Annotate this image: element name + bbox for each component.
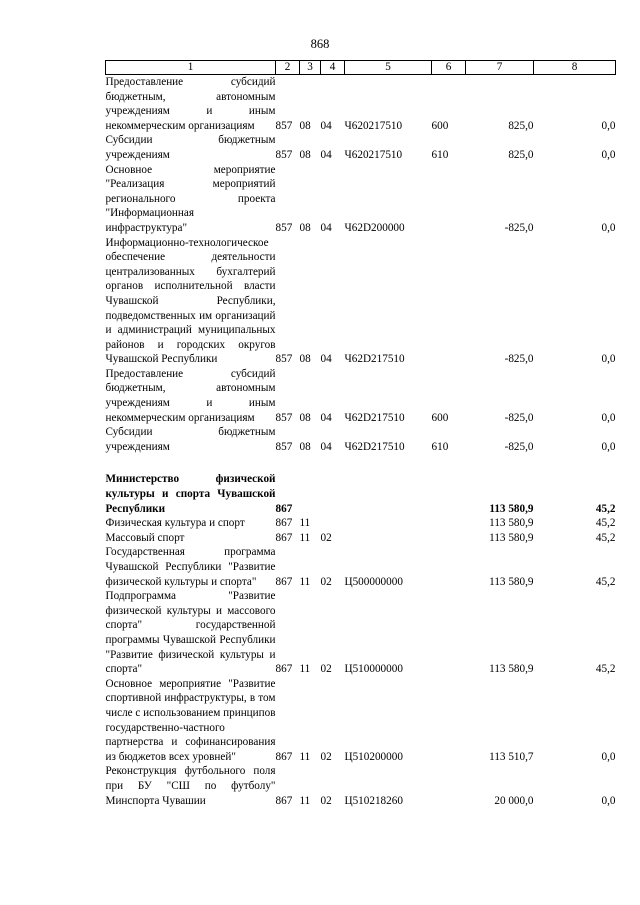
amount-cell: 113 510,7 [489, 750, 534, 763]
table-header [106, 61, 616, 75]
ministry-code-cell: 867 [275, 794, 293, 807]
ministry-code-cell: 857 [275, 353, 293, 366]
row-name-cell: Массовый спорт [105, 531, 185, 544]
expense-type-cell: 610 [431, 440, 449, 453]
table-row [106, 236, 616, 367]
column-header-5: 5 [345, 61, 432, 75]
section-cell: 11 [299, 794, 311, 807]
section-cell: 11 [299, 750, 311, 763]
subsection-cell: 04 [320, 440, 332, 453]
ministry-code-cell: 857 [275, 119, 293, 132]
row-name-cell: Министерство физической культуры и спорта Чувашской Республики [105, 473, 276, 515]
ministry-code-cell: 857 [275, 221, 293, 234]
target-article-cell: Ч62D200000 [344, 221, 405, 234]
column-header-3: 3 [300, 61, 321, 75]
amount-cell: 113 580,9 [489, 663, 534, 676]
expense-type-cell: 610 [431, 148, 449, 161]
row-name-cell: Реконструкция футбольного поля при БУ "СШ по футболу" Минспорта Чувашии [105, 765, 276, 807]
percent-cell: 0,0 [601, 148, 616, 161]
amount-cell: -825,0 [504, 440, 534, 453]
table-row [106, 516, 616, 531]
table-row [106, 472, 616, 516]
column-header-7: 7 [466, 61, 534, 75]
row-name-cell: Основное мероприятие "Реализация мероприятий регионального проекта "Информационная инфраструктура" [105, 163, 276, 234]
amount-cell: 113 580,9 [489, 517, 534, 530]
section-cell: 08 [299, 148, 311, 161]
row-name-cell: Субсидии бюджетным учреждениям [105, 426, 276, 453]
spacer-row [106, 454, 616, 472]
page-number: 868 [310, 37, 330, 51]
ministry-code-cell: 867 [275, 502, 293, 515]
column-header-6: 6 [432, 61, 466, 75]
table-body [106, 75, 616, 809]
amount-cell: 825,0 [508, 119, 534, 132]
table-row [106, 545, 616, 589]
ministry-code-cell: 857 [275, 148, 293, 161]
table-row [106, 531, 616, 546]
percent-cell: 0,0 [601, 411, 616, 424]
table-row [106, 764, 616, 808]
ministry-code-cell: 867 [275, 517, 293, 530]
ministry-code-cell: 857 [275, 411, 293, 424]
table-row [106, 367, 616, 425]
amount-cell: -825,0 [504, 221, 534, 234]
subsection-cell: 02 [320, 750, 332, 763]
expense-type-cell [432, 545, 466, 589]
row-name-cell: Основное мероприятие "Развитие спортивной инфраструктуры, в том числе с использованием принципов государственно-частного партнерства и софинансирования из бюджетов всех уровней" [105, 677, 276, 763]
target-article-cell: Ц500000000 [344, 575, 403, 588]
percent-cell: 45,2 [595, 663, 616, 676]
percent-cell: 45,2 [595, 531, 616, 544]
amount-cell: 20 000,0 [494, 794, 534, 807]
expense-type-cell [432, 677, 466, 765]
ministry-code-cell: 857 [275, 440, 293, 453]
table-row [106, 425, 616, 454]
amount-cell: 113 580,9 [489, 531, 534, 544]
ministry-code-cell: 867 [275, 663, 293, 676]
expense-type-cell [432, 531, 466, 546]
percent-cell: 45,2 [595, 575, 616, 588]
percent-cell: 45,2 [595, 502, 616, 515]
expense-type-cell: 600 [431, 411, 449, 424]
target-article-cell [345, 531, 432, 546]
ministry-code-cell: 867 [275, 575, 293, 588]
row-name-cell: Физическая культура и спорт [105, 517, 245, 530]
section-cell: 08 [299, 353, 311, 366]
target-article-cell: Ц510218260 [344, 794, 403, 807]
percent-cell: 0,0 [601, 794, 616, 807]
ministry-code-cell: 867 [275, 750, 293, 763]
table-row [106, 677, 616, 765]
amount-cell: -825,0 [504, 411, 534, 424]
amount-cell: 825,0 [508, 148, 534, 161]
section-cell: 08 [299, 440, 311, 453]
percent-cell: 0,0 [601, 440, 616, 453]
section-cell: 08 [299, 221, 311, 234]
subsection-cell: 02 [320, 531, 332, 544]
section-cell [300, 472, 321, 516]
row-name-cell: Информационно-технологическое обеспечение деятельности централизованных бухгалтерий органов исполнительной власти Чувашской Республики, подведомственных им организаций и администраций муниципальных районов и городских округов Чувашской Республики [105, 236, 276, 366]
target-article-cell: Ц510200000 [344, 750, 403, 763]
target-article-cell: Ц510000000 [344, 663, 403, 676]
table-row [106, 589, 616, 677]
amount-cell: 113 580,9 [489, 502, 534, 515]
subsection-cell: 02 [320, 575, 332, 588]
target-article-cell: Ч62D217510 [344, 411, 405, 424]
expense-type-cell [432, 516, 466, 531]
column-header-1: 1 [106, 61, 276, 75]
target-article-cell: Ч62D217510 [344, 353, 405, 366]
section-cell: 11 [299, 575, 311, 588]
column-header-8: 8 [534, 61, 616, 75]
table-row [106, 75, 616, 134]
percent-cell: 0,0 [601, 353, 616, 366]
expense-type-cell [432, 764, 466, 808]
expense-type-cell: 600 [431, 119, 449, 132]
budget-table [105, 60, 616, 808]
target-article-cell [345, 472, 432, 516]
ministry-code-cell: 867 [275, 531, 293, 544]
column-header-2: 2 [276, 61, 300, 75]
row-name-cell: Предоставление субсидий бюджетным, автономным учреждениям и иным некоммерческим организациям [105, 76, 276, 132]
expense-type-cell [432, 472, 466, 516]
subsection-cell: 04 [320, 411, 332, 424]
expense-type-cell [432, 163, 466, 236]
row-name-cell: Государственная программа Чувашской Республики "Развитие физической культуры и спорта" [105, 546, 276, 588]
percent-cell: 45,2 [595, 517, 616, 530]
subsection-cell: 02 [320, 794, 332, 807]
target-article-cell [345, 516, 432, 531]
spacer-cell [106, 454, 616, 472]
section-cell: 11 [299, 517, 311, 530]
column-header-4: 4 [321, 61, 345, 75]
percent-cell: 0,0 [601, 119, 616, 132]
header-row [106, 61, 616, 75]
subsection-cell: 02 [320, 663, 332, 676]
subsection-cell [321, 472, 345, 516]
expense-type-cell [432, 236, 466, 367]
subsection-cell: 04 [320, 353, 332, 366]
section-cell: 11 [299, 531, 311, 544]
target-article-cell: Ч620217510 [344, 148, 403, 161]
row-name-cell: Подпрограмма "Развитие физической культуры и массового спорта" государственной программы Чувашской Республики "Развитие физической культуры и спорта" [105, 590, 276, 676]
table-row [106, 133, 616, 162]
percent-cell: 0,0 [601, 221, 616, 234]
subsection-cell [321, 516, 345, 531]
amount-cell: -825,0 [504, 353, 534, 366]
target-article-cell: Ч62D217510 [344, 440, 405, 453]
row-name-cell: Предоставление субсидий бюджетным, автономным учреждениям и иным некоммерческим организациям [105, 367, 276, 424]
table-row [106, 163, 616, 236]
target-article-cell: Ч620217510 [344, 119, 403, 132]
expense-type-cell [432, 589, 466, 677]
section-cell: 08 [299, 411, 311, 424]
amount-cell: 113 580,9 [489, 575, 534, 588]
subsection-cell: 04 [320, 148, 332, 161]
percent-cell: 0,0 [601, 750, 616, 763]
section-cell: 11 [299, 663, 311, 676]
subsection-cell: 04 [320, 221, 332, 234]
subsection-cell: 04 [320, 119, 332, 132]
section-cell: 08 [299, 119, 311, 132]
row-name-cell: Субсидии бюджетным учреждениям [105, 134, 276, 161]
